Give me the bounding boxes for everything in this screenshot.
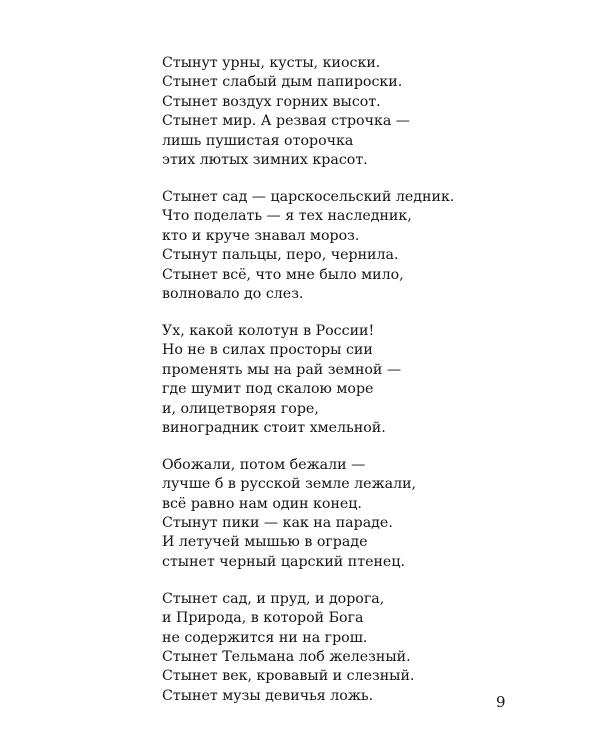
poem-line: где шумит под скалою море [162, 381, 374, 398]
stanza-4 [162, 456, 562, 572]
poem-line: и Природа, в которой Бога [162, 610, 364, 627]
stanza-1 [162, 54, 562, 170]
poem-line: стынет черный царский птенец. [162, 553, 405, 570]
poem-line: лучше б в русской земле лежали, [162, 476, 417, 493]
poem-line: волновало до слез. [162, 285, 304, 302]
poem-line: Стынет сад, и пруд, и дорога, [162, 590, 385, 607]
poem-line: кто и круче знавал мороз. [162, 227, 360, 244]
poem-line: Но не в силах просторы сии [162, 342, 373, 359]
poem-line: Стынут пики — как на параде. [162, 515, 393, 532]
stanza-2 [162, 188, 562, 304]
poem-line: Стынут урны, кусты, киоски. [162, 55, 381, 71]
poem-line: Стынет воздух горних высот. [162, 93, 381, 110]
poem-line: Стынет всё, что мне было мило, [162, 266, 404, 283]
poem-line: Стынет музы девичья ложь. [162, 687, 374, 704]
poem-line: променять мы на рай земной — [162, 361, 402, 378]
poem-line: Ух, какой колотун в России! [162, 322, 375, 339]
poem-line: не содержится ни на грош. [162, 629, 368, 646]
page-number: 9 [496, 693, 506, 711]
poem-line: этих лютых зимних красот. [162, 152, 368, 169]
stanza-5 [162, 590, 562, 706]
poem-line: Стынет мир. А резвая строчка — [162, 113, 410, 130]
poem [162, 54, 562, 724]
poem-line: лишь пушистая оторочка [162, 132, 354, 149]
poem-line: Стынет век, кровавый и слезный. [162, 668, 415, 685]
stanza-3 [162, 322, 562, 438]
poem-line: всё равно нам один конец. [162, 495, 362, 512]
poem-line: виноградник стоит хмельной. [162, 419, 386, 436]
poem-line: и, олицетворяя горе, [162, 400, 319, 417]
poem-line: Стынут пальцы, перо, чернила. [162, 247, 399, 264]
poem-line: И летучей мышью в ограде [162, 534, 368, 551]
poem-line: Стынет Тельмана лоб железный. [162, 648, 411, 665]
poem-line: Обожали, потом бежали — [162, 456, 366, 473]
poem-line: Стынет слабый дым папироски. [162, 74, 403, 91]
poem-line: Что поделать — я тех наследник, [162, 208, 412, 225]
poem-line: Стынет сад — царскосельский ледник. [162, 188, 455, 205]
